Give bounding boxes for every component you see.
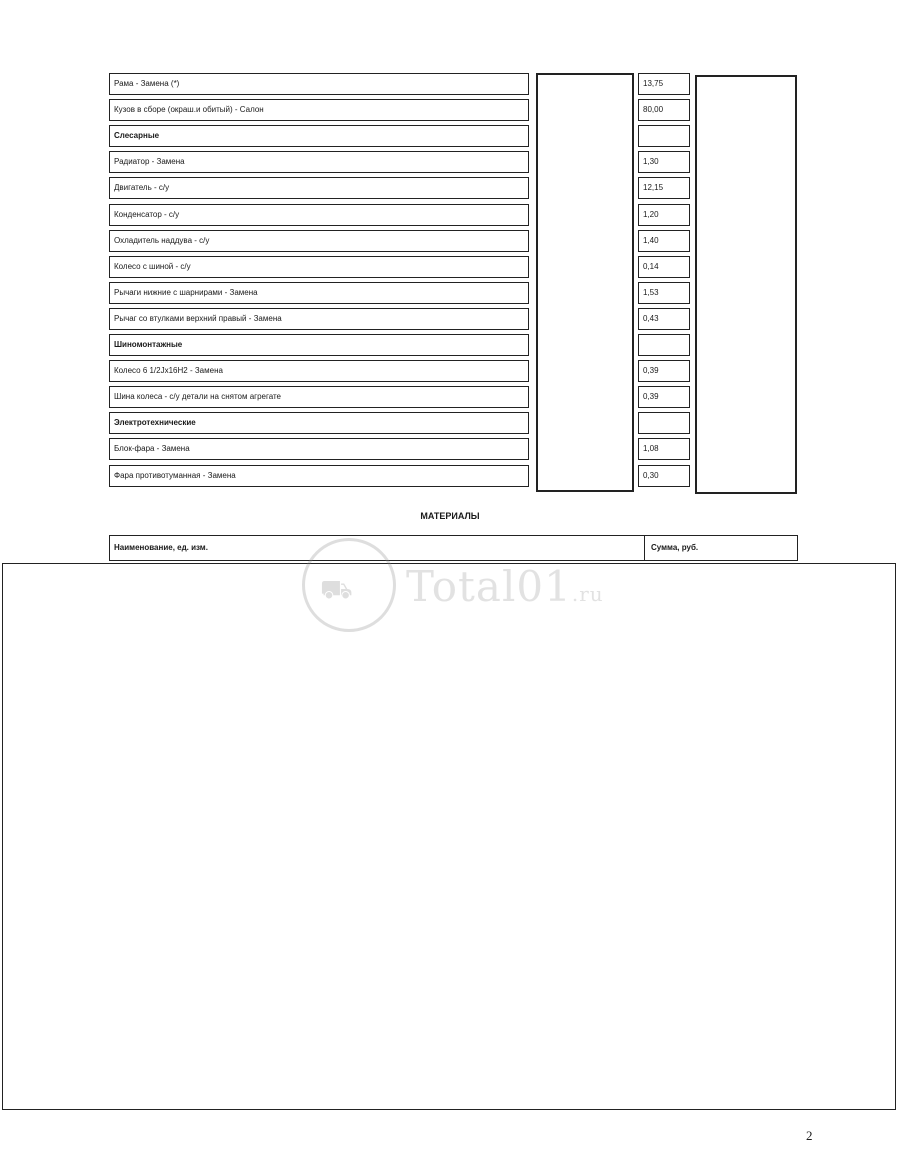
work-hours: 12,15 — [638, 177, 690, 199]
work-hours: 0,30 — [638, 465, 690, 487]
work-name: Радиатор - Замена — [109, 151, 529, 173]
work-hours: 1,40 — [638, 230, 690, 252]
work-hours: 13,75 — [638, 73, 690, 95]
work-name: Рычаги нижние с шарнирами - Замена — [109, 282, 529, 304]
works-empty-column-1 — [536, 73, 634, 492]
work-hours: 1,53 — [638, 282, 690, 304]
work-name: Охладитель наддува - с/у — [109, 230, 529, 252]
work-hours: 0,14 — [638, 256, 690, 278]
work-hours: 1,30 — [638, 151, 690, 173]
watermark-car-icon: ⛟ — [320, 574, 353, 604]
work-hours: 80,00 — [638, 99, 690, 121]
work-hours: 1,08 — [638, 438, 690, 460]
works-table — [109, 73, 798, 495]
materials-col-name: Наименование, ед. изм. — [109, 535, 645, 561]
materials-header — [109, 535, 798, 561]
work-hours — [638, 334, 690, 356]
work-name: Фара противотуманная - Замена — [109, 465, 529, 487]
work-name: Кузов в сборе (окраш.и обитый) - Салон — [109, 99, 529, 121]
work-name: Двигатель - с/у — [109, 177, 529, 199]
work-name: Конденсатор - с/у — [109, 204, 529, 226]
work-name: Колесо 6 1/2Jx16H2 - Замена — [109, 360, 529, 382]
work-hours: 0,39 — [638, 360, 690, 382]
work-hours — [638, 412, 690, 434]
work-name: Рычаг со втулками верхний правый - Замена — [109, 308, 529, 330]
materials-title: МАТЕРИАЛЫ — [420, 511, 480, 521]
work-hours: 0,43 — [638, 308, 690, 330]
group-title: Шиномонтажные — [109, 334, 529, 356]
materials-col-sum: Сумма, руб. — [645, 535, 798, 561]
watermark-text: Total01.ru — [406, 562, 604, 611]
blank-redaction-box — [2, 563, 896, 1110]
page-number: 2 — [806, 1128, 813, 1143]
work-name: Шина колеса - с/у детали на снятом агрегате — [109, 386, 529, 408]
group-title: Слесарные — [109, 125, 529, 147]
work-hours: 0,39 — [638, 386, 690, 408]
work-name: Рама - Замена (*) — [109, 73, 529, 95]
work-hours — [638, 125, 690, 147]
work-hours: 1,20 — [638, 204, 690, 226]
work-name: Блок-фара - Замена — [109, 438, 529, 460]
works-empty-column-2 — [695, 75, 797, 494]
group-title: Электротехнические — [109, 412, 529, 434]
work-name: Колесо с шиной - с/у — [109, 256, 529, 278]
